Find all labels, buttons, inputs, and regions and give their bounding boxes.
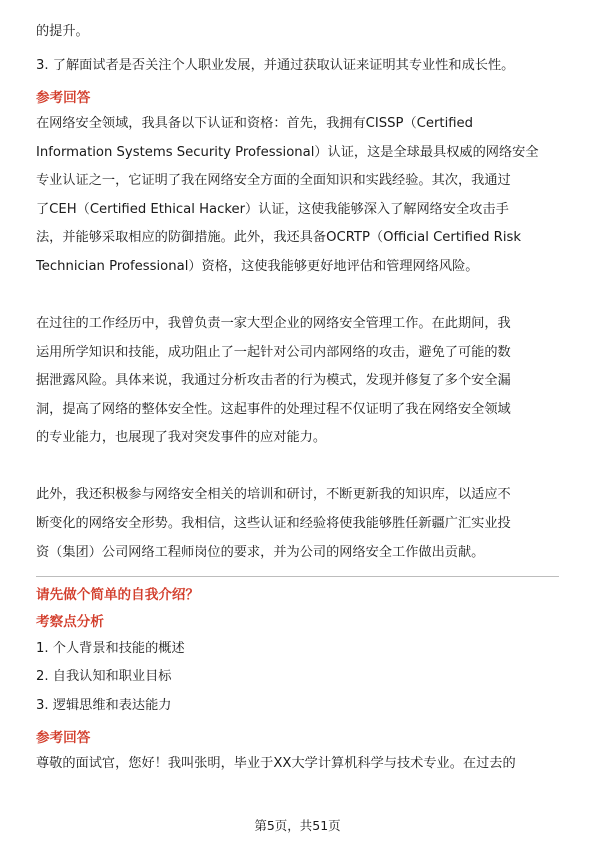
- text-line: 洞，提高了网络的整体安全性。这起事件的处理过程不仅证明了我在网络安全领域: [36, 401, 511, 417]
- text-line: Technician Professional）资格，这使我能够更好地评估和管理网络风险。: [36, 258, 479, 274]
- list-item: 2. 自我认知和职业目标: [36, 669, 172, 685]
- text-line: Information Systems Security Professional）认证，这是全球最具权威的网络安全: [36, 144, 539, 160]
- answer-paragraph-1: [36, 114, 559, 276]
- text-line: 据泄露风险。具体来说，我通过分析攻击者的行为模式，发现并修复了多个安全漏: [36, 373, 511, 389]
- list-item: 1. 个人背景和技能的概述: [36, 640, 185, 656]
- text-line: 运用所学知识和技能，成功阻止了一起针对公司内部网络的攻击，避免了可能的数: [36, 344, 511, 360]
- answer-paragraph-2: [36, 314, 559, 447]
- text-line: 尊敬的面试官，您好！我叫张明，毕业于XX大学计算机科学与技术专业。在过去的: [36, 755, 516, 771]
- document-page: [36, 20, 559, 773]
- text-line: 断变化的网络安全形势。我相信，这些认证和经验将使我能够胜任新疆广汇实业投: [36, 515, 511, 531]
- text-line: 了CEH（Certified Ethical Hacker）认证，这使我能够深入了解网络安全攻击手: [36, 201, 509, 217]
- reference-answer-heading: 参考回答: [36, 729, 91, 746]
- reference-answer-heading: 参考回答: [36, 90, 91, 106]
- text-line: 的专业能力，也展现了我对突发事件的应对能力。: [36, 430, 327, 446]
- page-number: 第5页，共51页: [254, 818, 341, 833]
- text-line: 3. 了解面试者是否关注个人职业发展，并通过获取认证来证明其专业性和成长性。: [36, 58, 515, 73]
- answer-paragraph-3: [36, 485, 559, 561]
- text-line: 在网络安全领域，我具备以下认证和资格：首先，我拥有CISSP（Certified: [36, 116, 474, 131]
- text-line: 资（集团）公司网络工程师岗位的要求，并为公司的网络安全工作做出贡献。: [36, 544, 485, 560]
- list-item: 3. 逻辑思维和表达能力: [36, 697, 172, 713]
- text-line: 在过往的工作经历中，我曾负责一家大型企业的网络安全管理工作。在此期间，我: [36, 315, 511, 331]
- text-line: 的提升。: [36, 24, 89, 39]
- analysis-heading: 考察点分析: [36, 613, 104, 630]
- question-title: 请先做个简单的自我介绍？: [36, 586, 200, 603]
- text-line: 此外，我还积极参与网络安全相关的培训和研讨，不断更新我的知识库，以适应不: [36, 487, 511, 503]
- text-line: 专业认证之一，它证明了我在网络安全方面的全面知识和实践经验。其次，我通过: [36, 173, 511, 189]
- analysis-points: [36, 639, 559, 715]
- text-line: 法，并能够采取相应的防御措施。此外，我还具备OCRTP（Official Certified Risk: [36, 230, 521, 246]
- section-divider: [36, 576, 559, 577]
